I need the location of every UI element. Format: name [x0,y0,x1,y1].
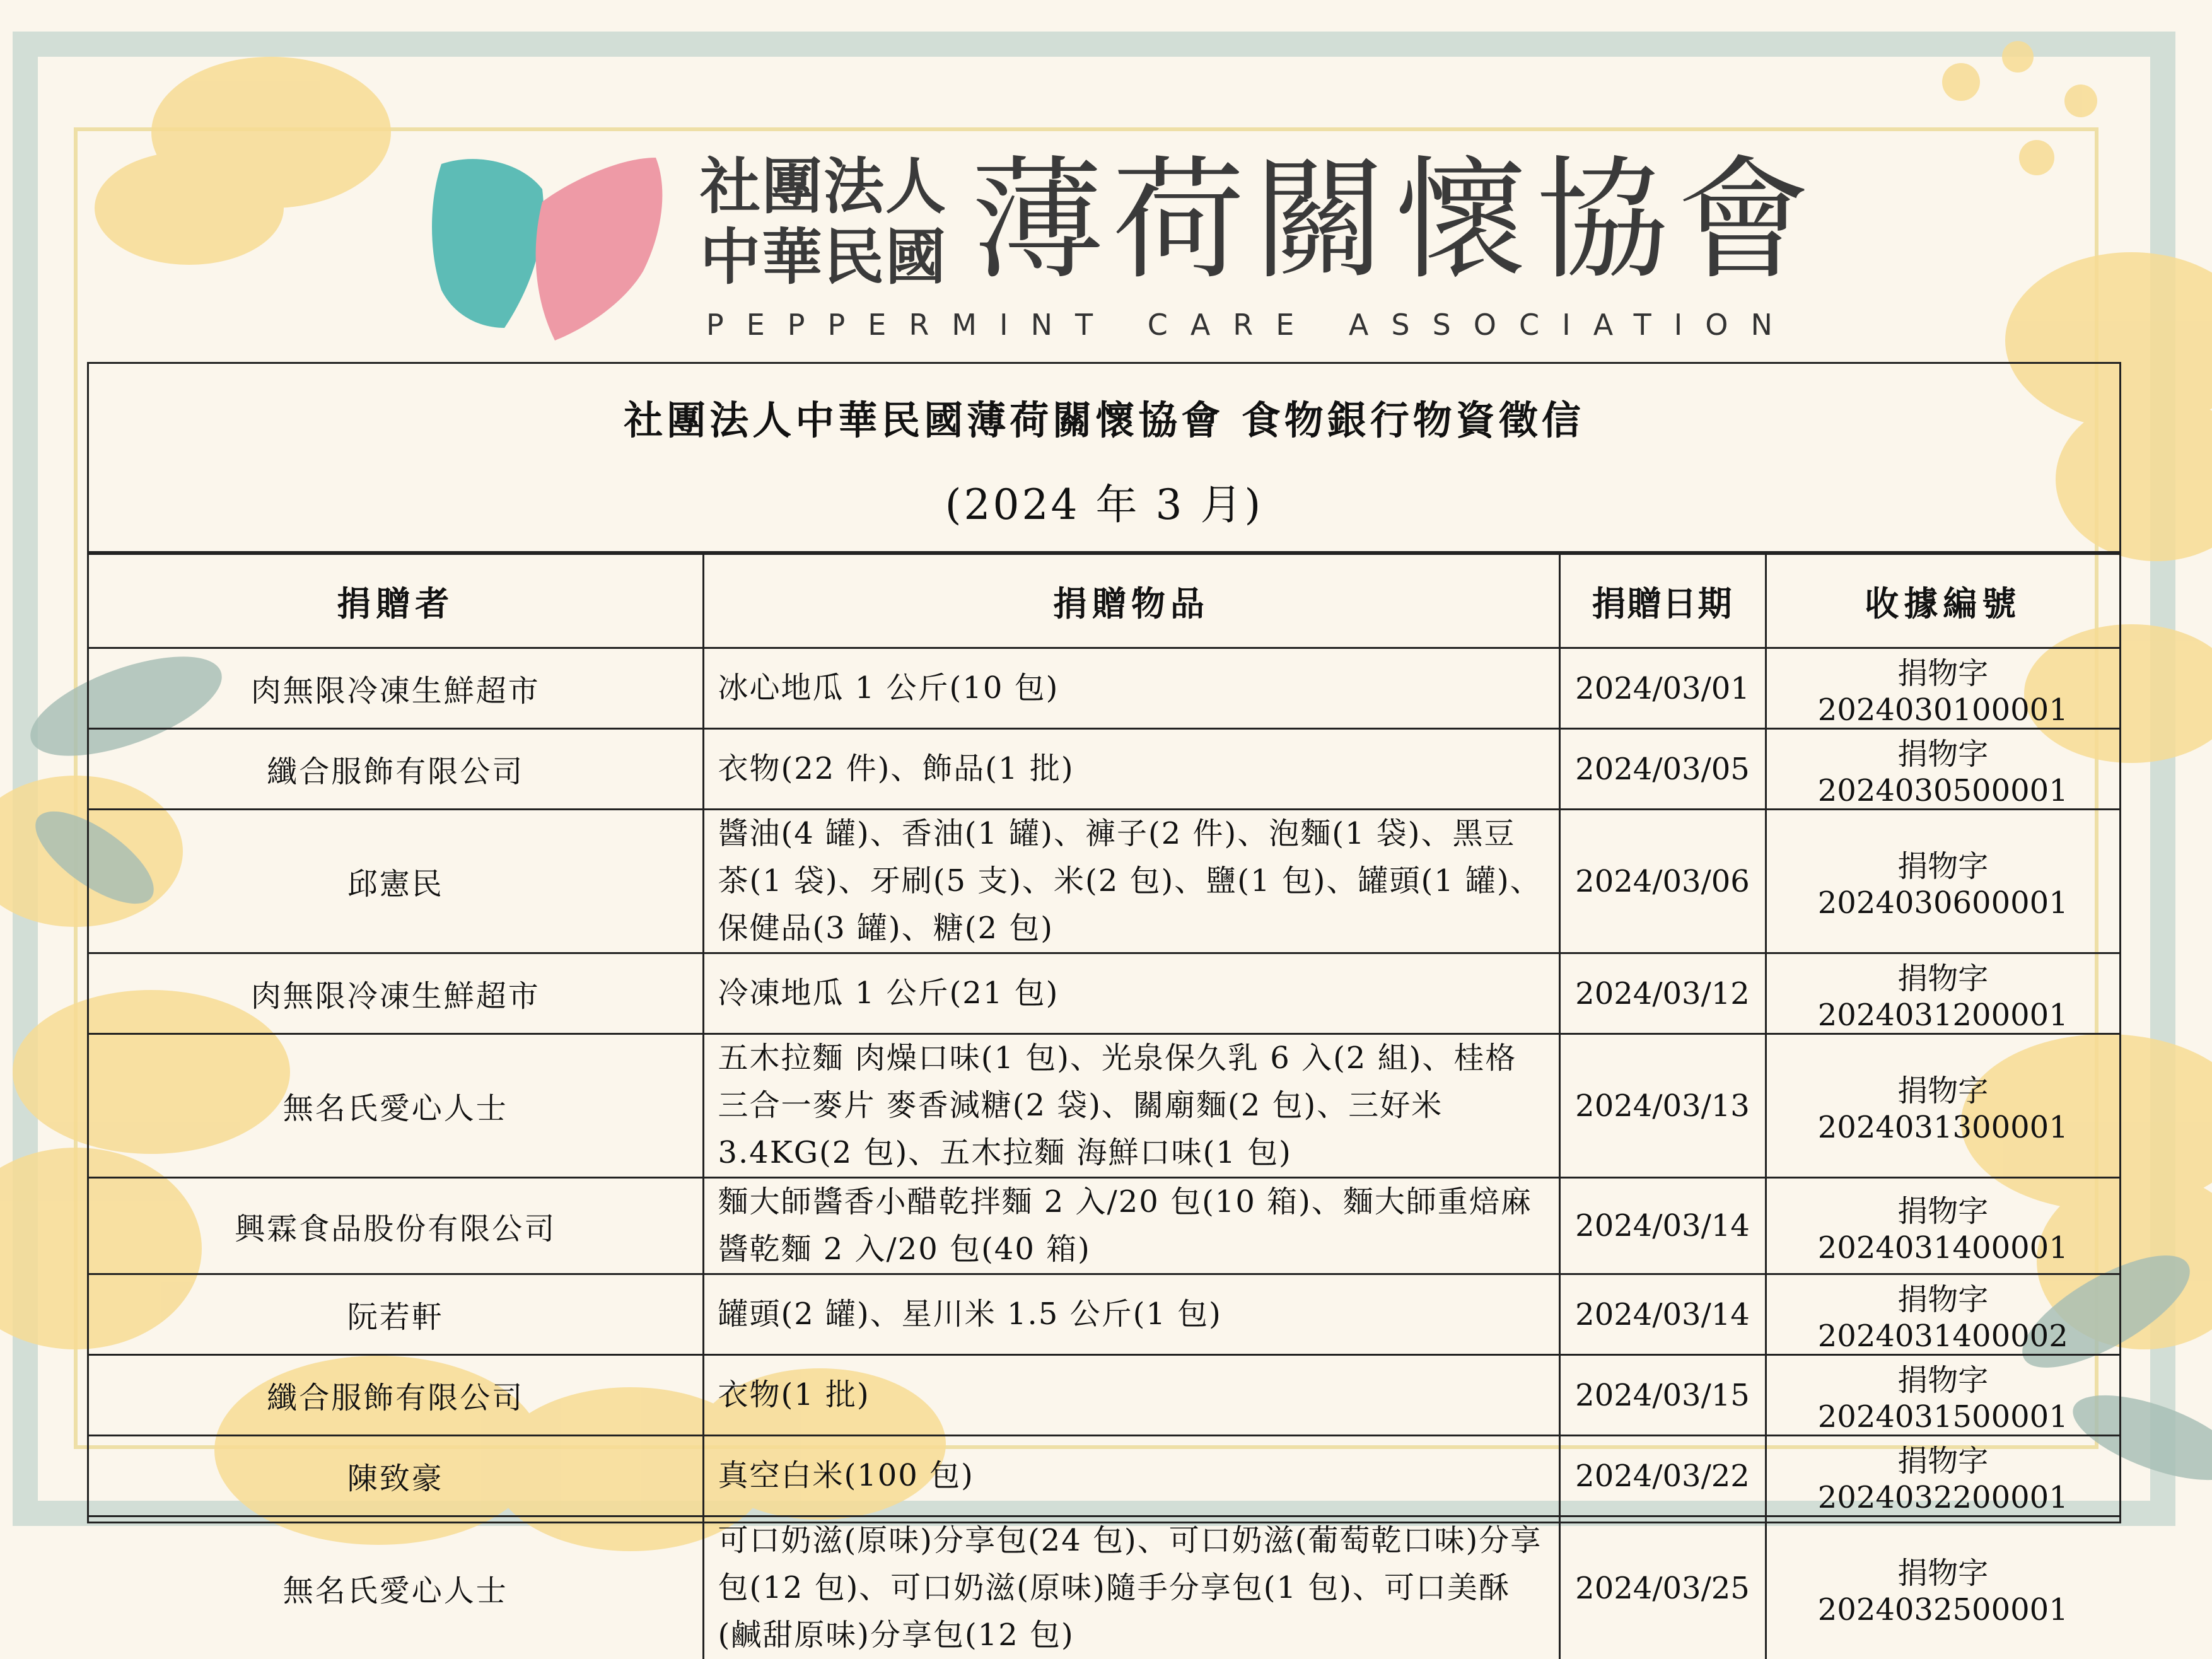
logo-org-name-en: PEPPERMINT CARE ASSOCIATION [706,308,1795,342]
donor-cell: 阮若軒 [89,1274,703,1355]
date-cell: 2024/03/14 [1559,1274,1766,1355]
date-cell: 2024/03/25 [1559,1516,1766,1659]
receipt-cell: 捐物字 2024031300001 [1766,1034,2119,1178]
donor-cell: 陳致豪 [89,1436,703,1516]
report-title: 社團法人中華民國薄荷關懷協會 食物銀行物資徵信 [89,364,2119,452]
table-row [89,1516,2119,1659]
table-row [89,729,2119,810]
receipt-cell: 捐物字 2024031400002 [1766,1274,2119,1355]
donor-cell: 邱憲民 [89,810,703,953]
items-cell: 五木拉麵 肉燥口味(1 包)、光泉保久乳 6 入(2 組)、桂格三合一麥片 麥香減糖(2 袋)、關廟麵(2 包)、三好米 3.4KG(2 包)、五木拉麵 海鮮口味(1 包) [703,1034,1559,1178]
items-cell: 麵大師醬香小醋乾拌麵 2 入/20 包(10 箱)、麵大師重焙麻醬乾麵 2 入/20 包(40 箱) [703,1178,1559,1274]
logo-mark [432,158,662,341]
items-cell: 冰心地瓜 1 公斤(10 包) [703,648,1559,729]
date-cell: 2024/03/15 [1559,1355,1766,1436]
items-cell: 真空白米(100 包) [703,1436,1559,1516]
table-row [89,1355,2119,1436]
table-row [89,953,2119,1034]
table-row [89,1178,2119,1274]
receipt-cell: 捐物字 2024032500001 [1766,1516,2119,1659]
table-header-row [89,554,2119,648]
col-header-date: 捐贈日期 [1559,554,1766,648]
date-cell: 2024/03/22 [1559,1436,1766,1516]
donor-cell: 纖合服飾有限公司 [89,1355,703,1436]
col-header-items: 捐贈物品 [703,554,1559,648]
date-cell: 2024/03/13 [1559,1034,1766,1178]
receipt-cell: 捐物字 2024030100001 [1766,648,2119,729]
logo-prefix-line2: 中華民國 [700,222,965,293]
items-cell: 冷凍地瓜 1 公斤(21 包) [703,953,1559,1034]
table-row [89,648,2119,729]
logo-org-prefix [700,151,965,293]
receipt-cell: 捐物字 2024031500001 [1766,1355,2119,1436]
report-header [89,364,2119,553]
donor-cell: 興霖食品股份有限公司 [89,1178,703,1274]
items-cell: 罐頭(2 罐)、星川米 1.5 公斤(1 包) [703,1274,1559,1355]
date-cell: 2024/03/06 [1559,810,1766,953]
table-row [89,1274,2119,1355]
receipt-cell: 捐物字 2024032200001 [1766,1436,2119,1516]
report-period: (2024 年 3 月) [89,452,2119,531]
receipt-cell: 捐物字 2024030500001 [1766,729,2119,810]
col-header-receipt: 收據編號 [1766,554,2119,648]
donor-cell: 肉無限冷凍生鮮超市 [89,953,703,1034]
donation-report [87,362,2121,1523]
donation-table [89,553,2119,1659]
donor-cell: 纖合服飾有限公司 [89,729,703,810]
table-body [89,648,2119,1659]
date-cell: 2024/03/05 [1559,729,1766,810]
donor-cell: 肉無限冷凍生鮮超市 [89,648,703,729]
items-cell: 醬油(4 罐)、香油(1 罐)、褲子(2 件)、泡麵(1 袋)、黑豆茶(1 袋)、牙刷(5 支)、米(2 包)、鹽(1 包)、罐頭(1 罐)、保健品(3 罐)、糖(2 包) [703,810,1559,953]
table-row [89,810,2119,953]
donor-cell: 無名氏愛心人士 [89,1516,703,1659]
donor-cell: 無名氏愛心人士 [89,1034,703,1178]
logo-prefix-line1: 社團法人 [700,151,965,222]
table-row [89,1034,2119,1178]
date-cell: 2024/03/12 [1559,953,1766,1034]
table-row [89,1436,2119,1516]
date-cell: 2024/03/01 [1559,648,1766,729]
items-cell: 可口奶滋(原味)分享包(24 包)、可口奶滋(葡萄乾口味)分享包(12 包)、可口奶滋(原味)隨手分享包(1 包)、可口美酥(鹹甜原味)分享包(12 包) [703,1516,1559,1659]
col-header-donor: 捐贈者 [89,554,703,648]
receipt-cell: 捐物字 2024030600001 [1766,810,2119,953]
logo-org-name: 薄荷關懷協會 [971,145,1819,296]
date-cell: 2024/03/14 [1559,1178,1766,1274]
receipt-cell: 捐物字 2024031200001 [1766,953,2119,1034]
receipt-cell: 捐物字 2024031400001 [1766,1178,2119,1274]
items-cell: 衣物(1 批) [703,1355,1559,1436]
items-cell: 衣物(22 件)、飾品(1 批) [703,729,1559,810]
